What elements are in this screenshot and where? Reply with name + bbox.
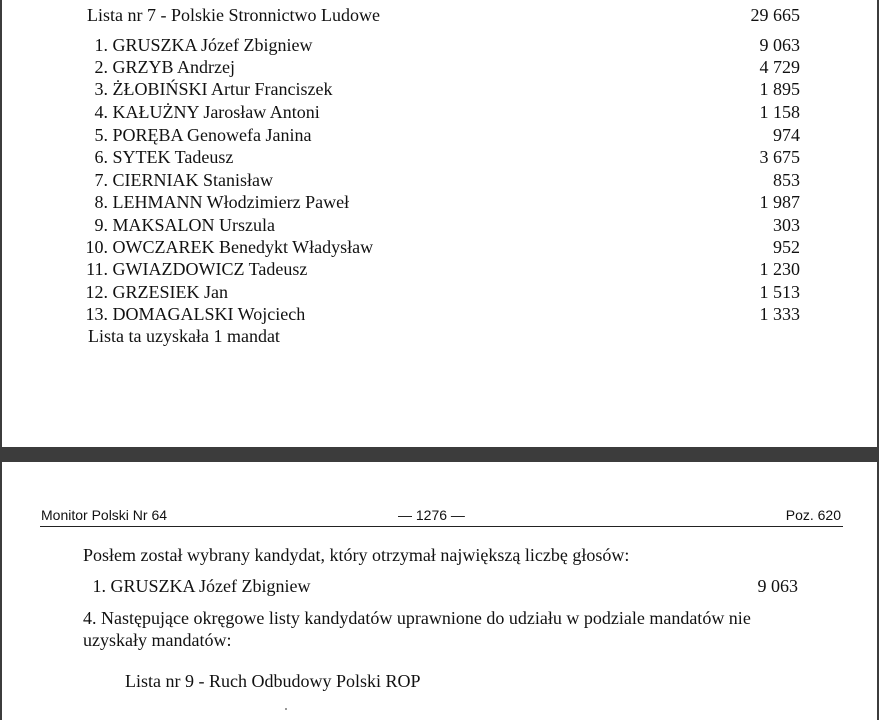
list-7-title: Lista nr 7 - Polskie Stronnictwo Ludowe	[87, 5, 380, 25]
scan-speck	[285, 708, 287, 710]
candidate-entry	[82, 146, 233, 168]
position-number: Poz. 620	[785, 507, 841, 523]
candidate-name: DOMAGALSKI Wojciech	[112, 304, 306, 324]
candidate-name: PORĘBA Genowefa Janina	[112, 125, 312, 145]
header-rule	[40, 526, 843, 527]
candidate-number: 3.	[94, 79, 108, 99]
candidate-votes: 1 158	[759, 102, 800, 122]
candidate-number: 9.	[94, 215, 108, 235]
document-page-bottom	[2, 462, 877, 720]
candidate-number: 8.	[94, 192, 108, 212]
candidate-entry	[82, 34, 312, 56]
candidate-name: ŻŁOBIŃSKI Artur Franciszek	[112, 79, 333, 99]
list-7-total-votes: 29 665	[750, 5, 800, 25]
candidate-name: SYTEK Tadeusz	[112, 147, 234, 167]
elected-candidate-number: 1.	[92, 576, 106, 596]
candidate-number: 13.	[85, 304, 108, 324]
publication-name: Monitor Polski Nr 64	[41, 507, 168, 523]
elected-intro-text: Posłem został wybrany kandydat, który otrzymał największą liczbę głosów:	[83, 545, 630, 565]
candidate-votes: 1 230	[759, 259, 800, 279]
candidate-votes: 1 987	[759, 192, 800, 212]
candidate-number: 12.	[85, 282, 108, 302]
candidate-votes: 3 675	[759, 147, 800, 167]
candidate-entry	[82, 191, 349, 213]
candidate-votes: 303	[773, 215, 800, 235]
candidate-number: 6.	[94, 147, 108, 167]
candidate-entry	[82, 258, 307, 280]
candidate-votes: 1 333	[759, 304, 800, 324]
section-4-line-2: uzyskały mandatów:	[83, 630, 232, 650]
section-4-line-1: 4. Następujące okręgowe listy kandydatów uprawnione do udziału w podziale mandatów nie	[83, 608, 751, 628]
list-9-title: Lista nr 9 - Ruch Odbudowy Polski ROP	[125, 671, 421, 691]
candidate-number: 10.	[85, 237, 108, 257]
candidate-name: OWCZAREK Benedykt Władysław	[112, 237, 374, 257]
candidate-name: GRZYB Andrzej	[112, 57, 235, 77]
elected-candidate-name: GRUSZKA Józef Zbigniew	[110, 576, 311, 596]
candidate-votes: 1 895	[759, 79, 800, 99]
candidate-name: CIERNIAK Stanisław	[112, 170, 273, 190]
candidate-number: 1.	[94, 35, 108, 55]
document-page-top	[2, 0, 877, 447]
page-number: — 1276 —	[398, 507, 465, 523]
candidate-number: 4.	[94, 102, 108, 122]
candidate-votes: 4 729	[759, 57, 800, 77]
candidate-votes: 974	[773, 125, 800, 145]
elected-candidate-entry	[80, 575, 310, 597]
candidate-votes: 9 063	[759, 35, 800, 55]
candidate-number: 2.	[94, 57, 108, 77]
candidate-entry	[82, 214, 275, 236]
candidate-entry	[82, 236, 373, 258]
candidate-number: 7.	[94, 170, 108, 190]
candidate-votes: 1 513	[759, 282, 800, 302]
candidate-votes: 853	[773, 170, 800, 190]
candidate-name: LEHMANN Włodzimierz Paweł	[112, 192, 350, 212]
candidate-number: 5.	[94, 125, 108, 145]
candidate-entry	[82, 101, 320, 123]
candidate-name: GRUSZKA Józef Zbigniew	[112, 35, 313, 55]
candidate-entry	[82, 303, 305, 325]
elected-candidate-votes: 9 063	[757, 576, 798, 596]
candidate-name: GWIAZDOWICZ Tadeusz	[112, 259, 308, 279]
candidate-name: MAKSALON Urszula	[112, 215, 275, 235]
candidate-name: GRZESIEK Jan	[112, 282, 228, 302]
candidate-entry	[82, 56, 235, 78]
candidate-entry	[82, 169, 273, 191]
list-7-mandate-note: Lista ta uzyskała 1 mandat	[88, 326, 280, 346]
candidate-number: 11.	[86, 259, 108, 279]
candidate-votes: 952	[773, 237, 800, 257]
candidate-entry	[82, 124, 311, 146]
candidate-name: KAŁUŻNY Jarosław Antoni	[112, 102, 320, 122]
candidate-entry	[82, 78, 332, 100]
candidate-entry	[82, 281, 228, 303]
